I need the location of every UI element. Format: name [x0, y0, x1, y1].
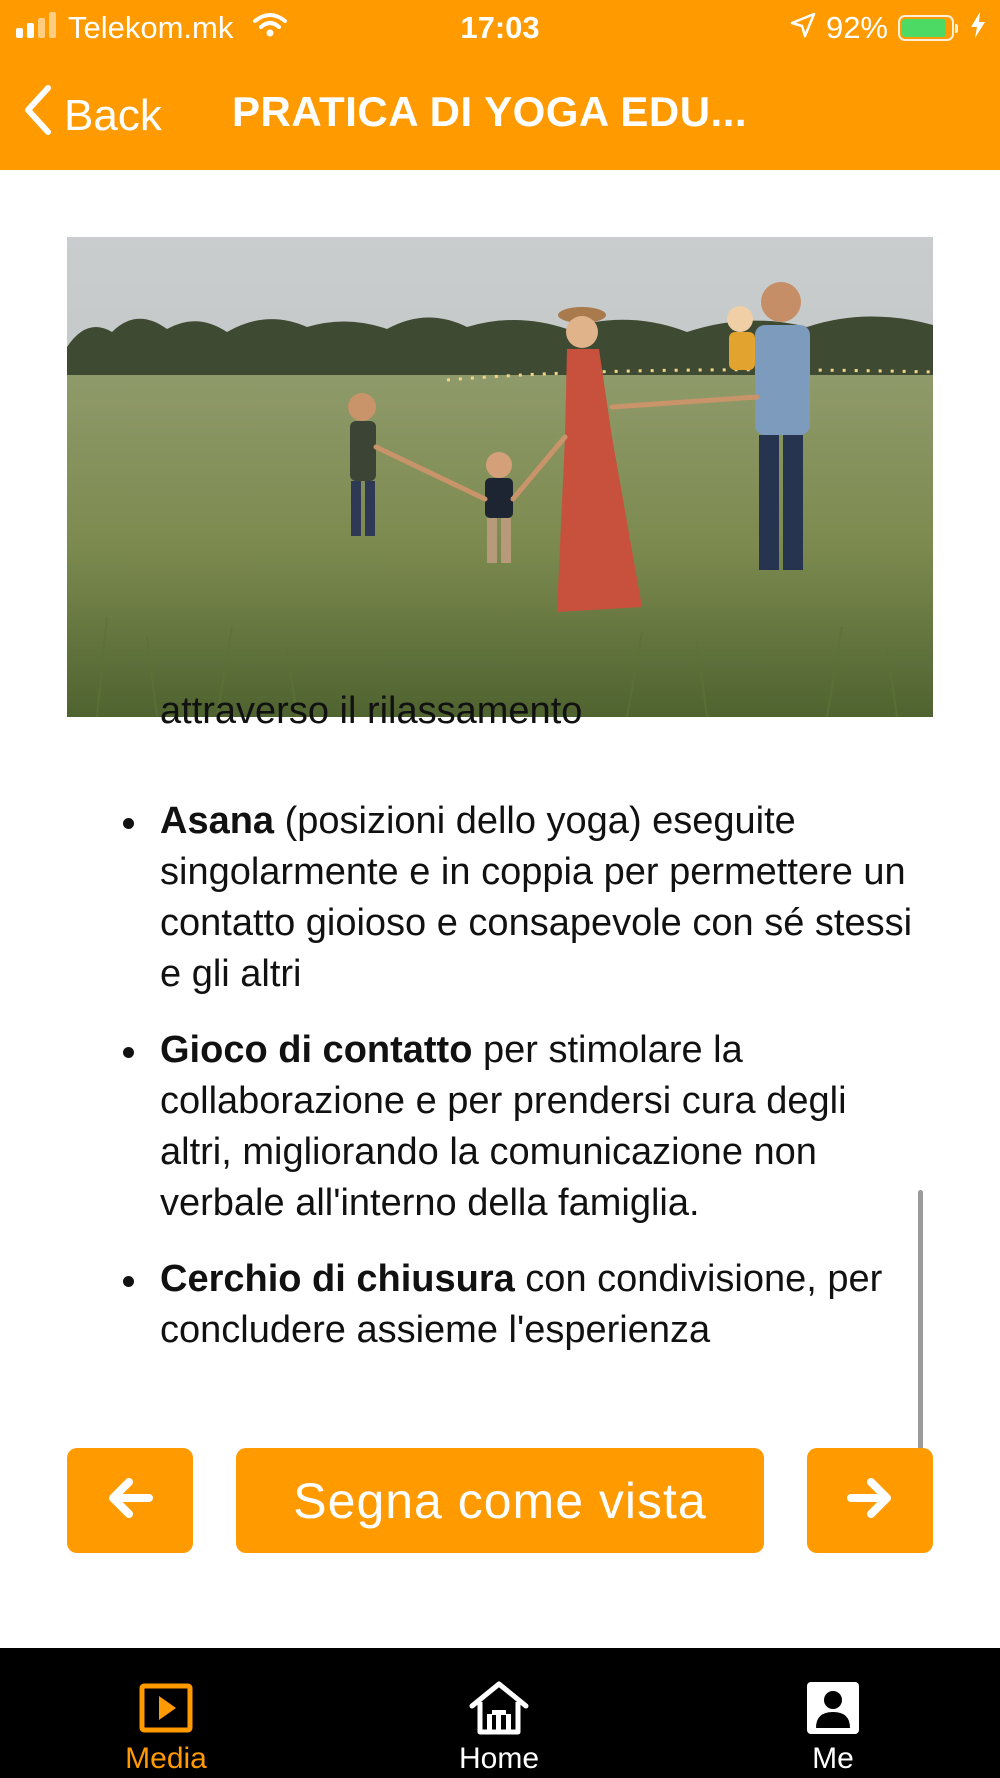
list-item-term: Cerchio di chiusura	[160, 1258, 515, 1300]
carrier-name: Telekom.mk	[68, 10, 234, 45]
next-button[interactable]	[807, 1448, 933, 1553]
tab-home-label: Home	[458, 1742, 540, 1775]
previous-button[interactable]	[67, 1448, 193, 1553]
tab-media-label: Media	[125, 1742, 207, 1775]
status-time: 17:03	[460, 10, 540, 45]
navigation-bar	[0, 78, 1000, 146]
person-icon	[807, 1680, 859, 1736]
list-item-term: Gioco di contatto	[160, 1029, 473, 1071]
back-button[interactable]	[22, 84, 162, 147]
family-photo	[67, 237, 933, 717]
arrow-right-icon	[847, 1477, 893, 1524]
tab-me-label: Me	[812, 1742, 854, 1775]
activity-list	[0, 796, 920, 1381]
tab-media[interactable]	[66, 1648, 266, 1778]
location-arrow-icon	[790, 10, 816, 46]
list-item	[160, 1025, 920, 1229]
home-icon	[468, 1680, 530, 1736]
mark-as-viewed-label: Segna come vista	[293, 1472, 707, 1529]
battery-icon	[898, 15, 954, 41]
battery-level	[902, 19, 946, 37]
page-title: PRATICA DI YOGA EDU...	[232, 88, 748, 135]
battery-percent: 92%	[825, 10, 888, 45]
partial-text-line: attraverso il rilassamento	[160, 690, 583, 732]
tab-home[interactable]	[399, 1648, 599, 1778]
media-play-icon	[139, 1680, 193, 1736]
back-label: Back	[64, 90, 162, 140]
status-right-group	[790, 10, 986, 46]
list-item-term: Asana	[160, 800, 275, 842]
list-item	[160, 1254, 920, 1356]
header-bar	[0, 0, 1000, 170]
list-item	[160, 796, 920, 1000]
tab-me[interactable]	[733, 1648, 933, 1778]
mark-as-viewed-button[interactable]	[236, 1448, 764, 1553]
status-bar	[0, 0, 1000, 56]
arrow-left-icon	[107, 1477, 153, 1524]
tab-bar	[0, 1648, 1000, 1778]
content-scrollbar[interactable]	[918, 1190, 923, 1450]
chevron-left-icon	[22, 84, 52, 147]
article-content	[0, 690, 1000, 1410]
list-item-text: per stimolare la collaborazione e per prendersi cura degli altri, migliorando la comunicazione non verbale all'interno della famiglia.	[160, 1029, 847, 1224]
list-item-text: con condivisione, per concludere assieme l'esperienza	[160, 1258, 883, 1351]
list-item-text: (posizioni dello yoga) eseguite singolarmente e in coppia per permettere un contatto gioioso e consapevole con sé stessi e gli altri	[160, 800, 913, 995]
charging-bolt-icon	[970, 10, 986, 46]
